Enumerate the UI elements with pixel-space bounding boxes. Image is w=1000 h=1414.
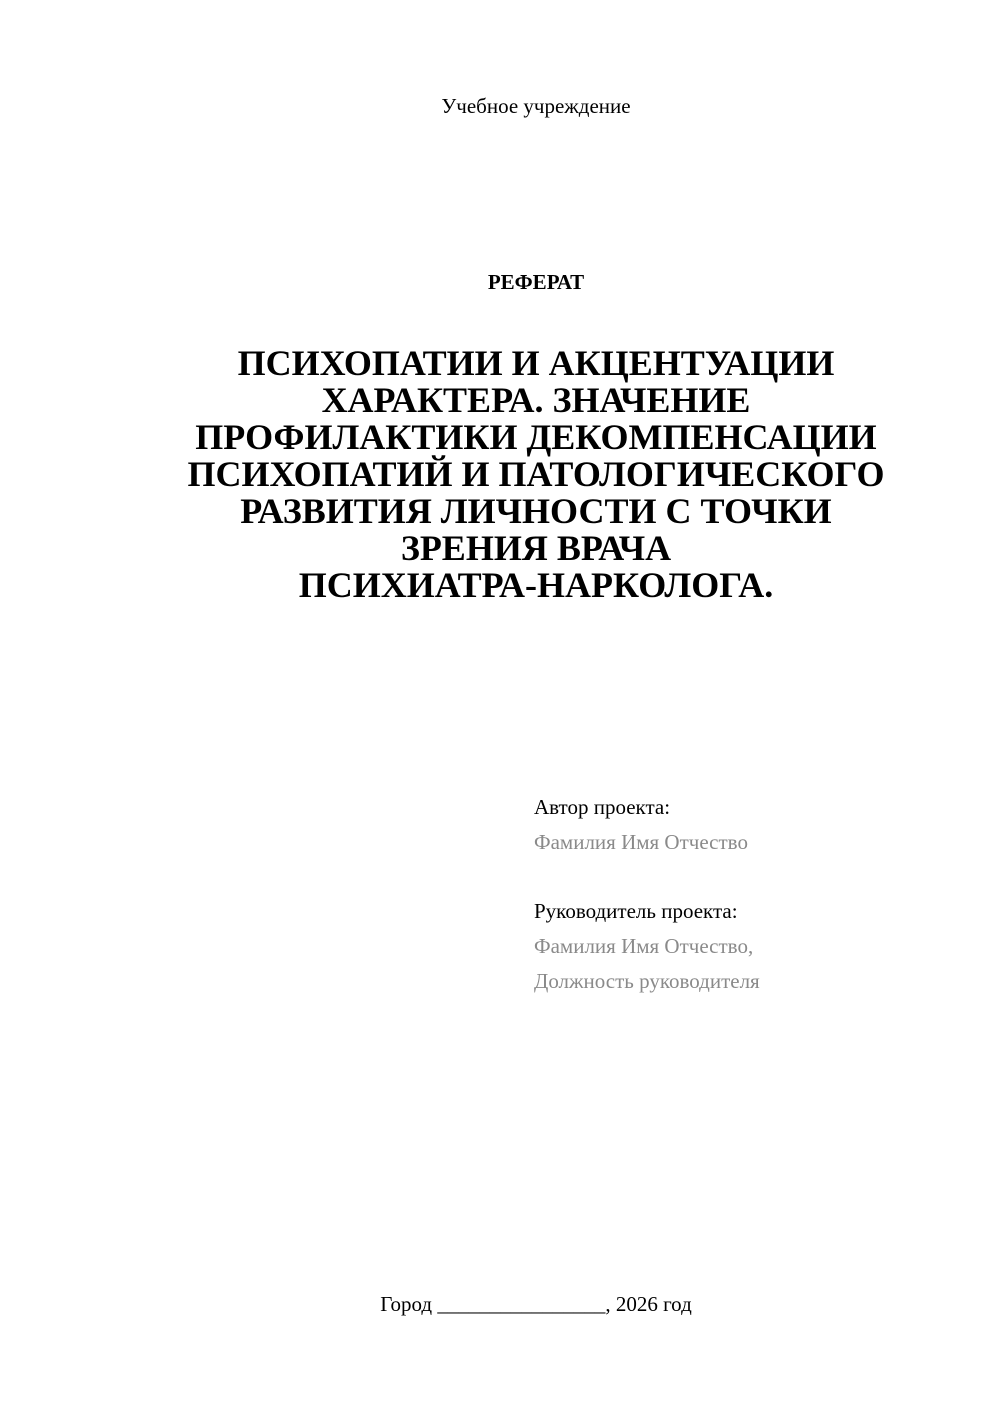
document-type: РЕФЕРАТ [487,270,585,294]
city-year-line: Город ________________, 2026 год [380,1292,692,1316]
title-line: ЗРЕНИЯ ВРАЧА [400,528,672,568]
spacer [534,860,974,894]
title-line: ПРОФИЛАКТИКИ ДЕКОМПЕНСАЦИИ [195,417,877,457]
title-line: ХАРАКТЕРА. ЗНАЧЕНИЕ [321,380,751,420]
supervisor-label: Руководитель проекта: [534,899,738,923]
document-title [110,345,962,604]
supervisor-name: Фамилия Имя Отчество, [534,934,754,958]
author-name: Фамилия Имя Отчество [534,830,748,854]
supervisor-position: Должность руководителя [534,969,760,993]
title-line: ПСИХОПАТИЙ И ПАТОЛОГИЧЕСКОГО [187,454,885,494]
authors-block [534,790,974,999]
institution-name: Учебное учреждение [441,94,631,118]
author-label: Автор проекта: [534,795,671,819]
title-line: РАЗВИТИЯ ЛИЧНОСТИ С ТОЧКИ [240,491,832,531]
title-line: ПСИХИАТРА-НАРКОЛОГА. [298,565,774,605]
title-line: ПСИХОПАТИИ И АКЦЕНТУАЦИИ [237,343,835,383]
